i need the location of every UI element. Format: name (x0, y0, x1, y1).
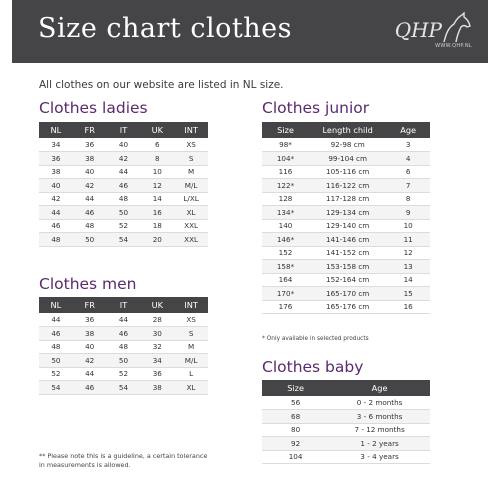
table-cell: 34 (39, 138, 73, 152)
table-cell: 38 (73, 327, 107, 341)
column-header: Age (329, 380, 430, 396)
men-size-table (39, 297, 208, 395)
table-cell: 99-104 cm (309, 152, 386, 166)
table-row (39, 219, 208, 233)
table-row (262, 165, 430, 179)
table-cell: XXL (174, 233, 208, 247)
table-cell: 146* (262, 233, 309, 247)
table-cell: 50 (39, 354, 73, 368)
table-row (262, 410, 430, 424)
table-cell: 13 (386, 260, 430, 274)
table-cell: 34 (140, 354, 174, 368)
table-row (262, 287, 430, 301)
table-cell: 20 (140, 233, 174, 247)
table-cell: 141-152 cm (309, 246, 386, 260)
table-cell: 48 (39, 233, 73, 247)
table-cell: 50 (107, 354, 141, 368)
table-row (262, 260, 430, 274)
table-row (262, 138, 430, 152)
table-cell: 50 (73, 233, 107, 247)
table-cell: 9 (386, 206, 430, 220)
table-cell: 116 (262, 165, 309, 179)
column-header: NL (39, 122, 73, 138)
table-cell: 44 (107, 313, 141, 327)
table-cell: 46 (39, 327, 73, 341)
table-cell: 40 (73, 340, 107, 354)
table-row (39, 152, 208, 166)
table-cell: 36 (39, 152, 73, 166)
table-cell: 165-176 cm (309, 300, 386, 314)
table-cell: 46 (73, 206, 107, 220)
table-cell: 40 (39, 179, 73, 193)
column-header: IT (107, 297, 141, 313)
table-row (262, 206, 430, 220)
table-cell: 141-146 cm (309, 233, 386, 247)
table-cell: 3 - 4 years (329, 450, 430, 464)
table-cell: 48 (73, 219, 107, 233)
table-cell: L (174, 367, 208, 381)
table-cell: 8 (386, 192, 430, 206)
table-cell: 52 (39, 367, 73, 381)
table-cell: 12 (386, 246, 430, 260)
footnote: ** Please note this is a guideline, a certain tolerance in measurements is allowed. (39, 452, 208, 469)
table-cell: 128 (262, 192, 309, 206)
table-cell: S (174, 152, 208, 166)
table-cell: 98* (262, 138, 309, 152)
table-cell: 46 (107, 179, 141, 193)
table-cell: S (174, 327, 208, 341)
table-row (262, 450, 430, 464)
table-row (39, 367, 208, 381)
table-row (39, 179, 208, 193)
table-row (39, 233, 208, 247)
table-row (262, 192, 430, 206)
table-cell: 52 (107, 367, 141, 381)
table-cell: 44 (107, 165, 141, 179)
table-row (39, 381, 208, 395)
table-cell: 10 (386, 219, 430, 233)
table-cell: 140 (262, 219, 309, 233)
table-cell: 3 - 6 months (329, 410, 430, 424)
table-row (262, 179, 430, 193)
table-cell: M (174, 165, 208, 179)
table-cell: 16 (386, 300, 430, 314)
baby-title: Clothes baby (262, 358, 364, 376)
table-cell: 152-164 cm (309, 273, 386, 287)
table-cell: XL (174, 206, 208, 220)
table-cell: 56 (262, 396, 329, 410)
logo-url: WWW.QHP.NL (435, 43, 472, 49)
table-cell: 46 (107, 327, 141, 341)
table-cell: 48 (39, 340, 73, 354)
table-cell: 40 (73, 165, 107, 179)
table-cell: XXL (174, 219, 208, 233)
table-row (39, 206, 208, 220)
table-cell: 8 (140, 152, 174, 166)
table-cell: 104 (262, 450, 329, 464)
table-cell: 4 (386, 152, 430, 166)
table-cell: 46 (39, 219, 73, 233)
table-cell: 176 (262, 300, 309, 314)
column-header: UK (140, 297, 174, 313)
page-title: Size chart clothes (38, 13, 292, 44)
table-row (262, 437, 430, 451)
table-cell: 68 (262, 410, 329, 424)
table-cell: 164 (262, 273, 309, 287)
table-row (262, 219, 430, 233)
table-cell: 15 (386, 287, 430, 301)
table-row (262, 396, 430, 410)
table-cell: 28 (140, 313, 174, 327)
column-header: UK (140, 122, 174, 138)
table-cell: 116-122 cm (309, 179, 386, 193)
table-cell: XS (174, 138, 208, 152)
table-row (39, 138, 208, 152)
junior-note: * Only available in selected products (262, 336, 369, 342)
page-header (12, 0, 488, 63)
table-header-row (262, 122, 430, 138)
table-cell: 104* (262, 152, 309, 166)
table-cell: 16 (140, 206, 174, 220)
table-cell: 3 (386, 138, 430, 152)
table-cell: 40 (107, 138, 141, 152)
table-cell: 7 - 12 months (329, 423, 430, 437)
table-cell: 14 (140, 192, 174, 206)
intro-text: All clothes on our website are listed in NL size. (39, 79, 284, 91)
table-cell: 170* (262, 287, 309, 301)
table-cell: 44 (73, 192, 107, 206)
table-cell: 129-140 cm (309, 219, 386, 233)
table-cell: 92 (262, 437, 329, 451)
table-cell: 10 (140, 165, 174, 179)
logo-text: QHP (394, 18, 442, 42)
junior-title: Clothes junior (262, 99, 370, 117)
column-header: Length child (309, 122, 386, 138)
table-cell: 105-116 cm (309, 165, 386, 179)
column-header: IT (107, 122, 141, 138)
table-row (39, 327, 208, 341)
table-header-row (39, 122, 208, 138)
table-cell: 48 (107, 192, 141, 206)
table-header-row (262, 380, 430, 396)
table-cell: 42 (73, 354, 107, 368)
table-cell: M/L (174, 354, 208, 368)
junior-size-table (262, 122, 430, 314)
ladies-size-table (39, 122, 208, 247)
table-cell: XL (174, 381, 208, 395)
table-cell: 42 (39, 192, 73, 206)
table-row (262, 423, 430, 437)
table-cell: 122* (262, 179, 309, 193)
table-cell: 80 (262, 423, 329, 437)
table-row (262, 233, 430, 247)
table-cell: 12 (140, 179, 174, 193)
table-cell: 52 (107, 219, 141, 233)
table-row (39, 165, 208, 179)
table-cell: 54 (107, 233, 141, 247)
table-cell: 38 (39, 165, 73, 179)
table-cell: 46 (73, 381, 107, 395)
table-row (262, 273, 430, 287)
table-cell: 14 (386, 273, 430, 287)
table-cell: 165-170 cm (309, 287, 386, 301)
table-cell: 48 (107, 340, 141, 354)
table-cell: 1 - 2 years (329, 437, 430, 451)
table-cell: 117-128 cm (309, 192, 386, 206)
column-header: Size (262, 122, 309, 138)
column-header: INT (174, 297, 208, 313)
table-cell: 129-134 cm (309, 206, 386, 220)
table-cell: 11 (386, 233, 430, 247)
table-row (262, 152, 430, 166)
column-header: FR (73, 122, 107, 138)
table-cell: 44 (39, 313, 73, 327)
table-cell: 6 (386, 165, 430, 179)
table-cell: 36 (73, 138, 107, 152)
table-cell: 152 (262, 246, 309, 260)
table-row (39, 340, 208, 354)
table-cell: 50 (107, 206, 141, 220)
baby-size-table (262, 380, 430, 464)
table-row (262, 246, 430, 260)
table-cell: 36 (140, 367, 174, 381)
table-row (39, 313, 208, 327)
table-cell: 158* (262, 260, 309, 274)
table-cell: 134* (262, 206, 309, 220)
ladies-title: Clothes ladies (39, 99, 148, 117)
table-row (262, 300, 430, 314)
table-row (39, 354, 208, 368)
men-title: Clothes men (39, 275, 137, 293)
table-cell: 18 (140, 219, 174, 233)
column-header: INT (174, 122, 208, 138)
table-header-row (39, 297, 208, 313)
table-cell: M (174, 340, 208, 354)
table-cell: 7 (386, 179, 430, 193)
column-header: Size (262, 380, 329, 396)
table-cell: 54 (107, 381, 141, 395)
table-cell: 153-158 cm (309, 260, 386, 274)
table-cell: XS (174, 313, 208, 327)
table-cell: 44 (39, 206, 73, 220)
table-cell: 42 (107, 152, 141, 166)
table-cell: 0 - 2 months (329, 396, 430, 410)
horse-head-icon (438, 12, 472, 44)
column-header: NL (39, 297, 73, 313)
table-cell: 38 (73, 152, 107, 166)
table-cell: 54 (39, 381, 73, 395)
table-cell: 6 (140, 138, 174, 152)
column-header: Age (386, 122, 430, 138)
qhp-logo (376, 12, 472, 54)
table-cell: 92-98 cm (309, 138, 386, 152)
table-cell: 44 (73, 367, 107, 381)
table-row (39, 192, 208, 206)
table-cell: 30 (140, 327, 174, 341)
table-cell: 38 (140, 381, 174, 395)
table-cell: 32 (140, 340, 174, 354)
table-cell: M/L (174, 179, 208, 193)
table-cell: L/XL (174, 192, 208, 206)
table-cell: 42 (73, 179, 107, 193)
column-header: FR (73, 297, 107, 313)
table-cell: 36 (73, 313, 107, 327)
